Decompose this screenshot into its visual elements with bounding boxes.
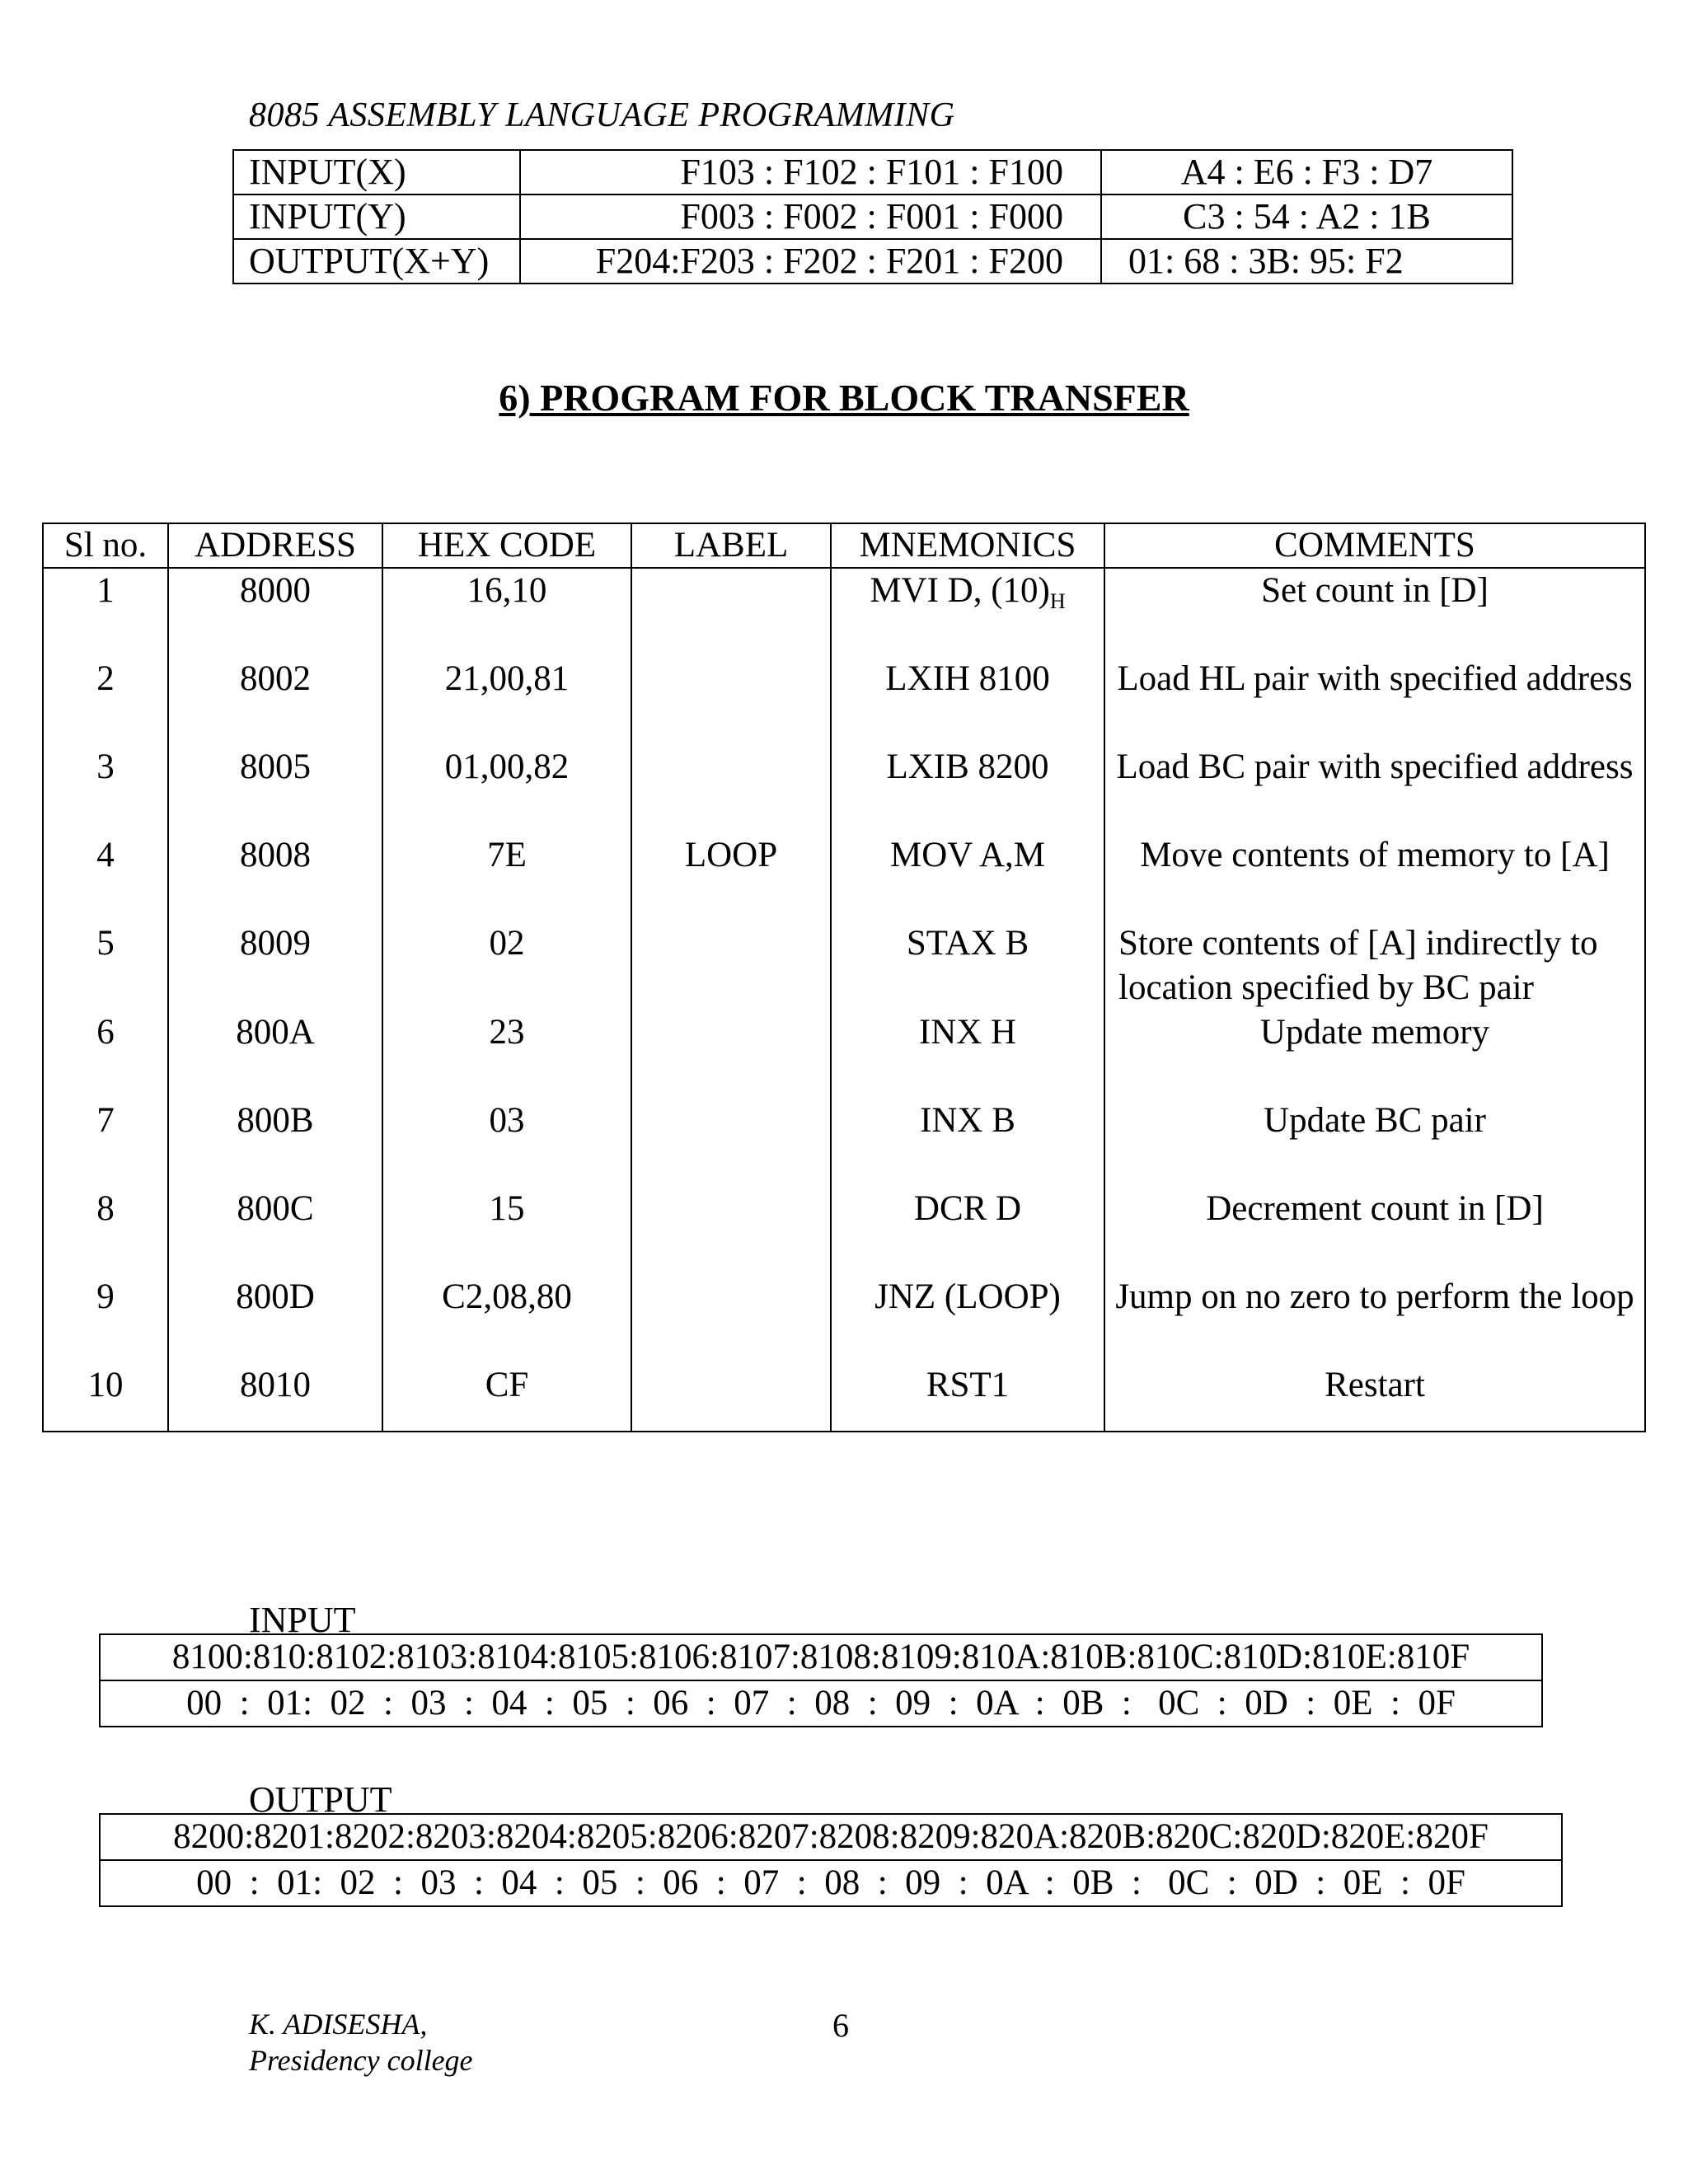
column-header-comments: COMMENTS: [1104, 523, 1645, 568]
table-row: [233, 150, 1512, 194]
column-header-address: ADDRESS: [168, 523, 382, 568]
table-row: [233, 239, 1512, 284]
cell-mnemonic: [831, 568, 1104, 657]
cell-address: 800A: [168, 1010, 382, 1099]
running-header: 8085 ASSEMBLY LANGUAGE PROGRAMMING: [249, 96, 955, 134]
cell-address: 800C: [168, 1187, 382, 1275]
cell-label: [631, 921, 831, 1010]
cell-mnemonic: LXIB 8200: [831, 745, 1104, 833]
cell-label: [631, 1363, 831, 1432]
cell-hex-code: 7E: [382, 833, 631, 921]
cell-comment: Jump on no zero to perform the loop: [1104, 1275, 1645, 1363]
cell-sl-no: 6: [43, 1010, 168, 1099]
cell-comment: Decrement count in [D]: [1104, 1187, 1645, 1275]
cell-mnemonic: MOV A,M: [831, 833, 1104, 921]
row-values: 01: 68 : 3B: 95: F2: [1101, 239, 1512, 284]
cell-comment: Move contents of memory to [A]: [1104, 833, 1645, 921]
section-title: 6) PROGRAM FOR BLOCK TRANSFER: [499, 377, 1189, 419]
input-table: [99, 1633, 1543, 1727]
table-row: [43, 657, 1645, 745]
table-row: [43, 1099, 1645, 1187]
table-row: [43, 1010, 1645, 1099]
output-label: OUTPUT: [249, 1779, 392, 1820]
table-row: [43, 568, 1645, 657]
cell-comment: Update BC pair: [1104, 1099, 1645, 1187]
page-number: 6: [832, 2007, 849, 2044]
cell-comment: Set count in [D]: [1104, 568, 1645, 657]
table-row: [100, 1634, 1542, 1680]
cell-address: 8008: [168, 833, 382, 921]
cell-hex-code: 03: [382, 1099, 631, 1187]
program-table: [42, 523, 1646, 1432]
cell-comment: Restart: [1104, 1363, 1645, 1432]
cell-sl-no: 4: [43, 833, 168, 921]
table-row: [43, 833, 1645, 921]
cell-address: 8005: [168, 745, 382, 833]
author-name: K. ADISESHA,: [249, 2008, 428, 2041]
cell-sl-no: 8: [43, 1187, 168, 1275]
row-label: OUTPUT(X+Y): [233, 239, 520, 284]
cell-mnemonic: INX H: [831, 1010, 1104, 1099]
cell-sl-no: 7: [43, 1099, 168, 1187]
cell-hex-code: 15: [382, 1187, 631, 1275]
table-row: [43, 1187, 1645, 1275]
cell-comment: Load BC pair with specified address: [1104, 745, 1645, 833]
cell-address: 8010: [168, 1363, 382, 1432]
table-row: [43, 745, 1645, 833]
cell-comment: Update memory: [1104, 1010, 1645, 1099]
cell-hex-code: 21,00,81: [382, 657, 631, 745]
cell-label: [631, 745, 831, 833]
table-row: [100, 1680, 1542, 1727]
column-header-hex-code: HEX CODE: [382, 523, 631, 568]
cell-sl-no: 1: [43, 568, 168, 657]
cell-mnemonic: INX B: [831, 1099, 1104, 1187]
row-values: A4 : E6 : F3 : D7: [1101, 150, 1512, 194]
cell-label: [631, 657, 831, 745]
cell-label: [631, 1275, 831, 1363]
cell-mnemonic: STAX B: [831, 921, 1104, 1010]
cell-label: [631, 1099, 831, 1187]
row-addresses: F204:F203 : F202 : F201 : F200: [520, 239, 1101, 284]
table-row: [43, 1275, 1645, 1363]
cell-label: [631, 1187, 831, 1275]
mnemonic-text: MVI D, (10): [870, 571, 1050, 610]
addition-io-table: [232, 149, 1513, 284]
cell-hex-code: 01,00,82: [382, 745, 631, 833]
hex-subscript: H: [1049, 589, 1066, 613]
footer-author: [249, 2006, 473, 2079]
table-row: [43, 921, 1645, 1010]
cell-hex-code: 23: [382, 1010, 631, 1099]
author-college: Presidency college: [249, 2044, 473, 2077]
cell-hex-code: C2,08,80: [382, 1275, 631, 1363]
output-table: [99, 1813, 1563, 1907]
row-addresses: F103 : F102 : F101 : F100: [520, 150, 1101, 194]
input-values: 00 : 01: 02 : 03 : 04 : 05 : 06 : 07 : 08 : 09 : 0A : 0B : 0C : 0D : 0E : 0F: [100, 1680, 1542, 1727]
row-values: C3 : 54 : A2 : 1B: [1101, 194, 1512, 239]
cell-address: 8000: [168, 568, 382, 657]
cell-mnemonic: DCR D: [831, 1187, 1104, 1275]
cell-sl-no: 10: [43, 1363, 168, 1432]
output-values: 00 : 01: 02 : 03 : 04 : 05 : 06 : 07 : 08 : 09 : 0A : 0B : 0C : 0D : 0E : 0F: [100, 1860, 1562, 1906]
cell-label: [631, 568, 831, 657]
cell-hex-code: CF: [382, 1363, 631, 1432]
cell-hex-code: 02: [382, 921, 631, 1010]
cell-mnemonic: LXIH 8100: [831, 657, 1104, 745]
row-label: INPUT(X): [233, 150, 520, 194]
input-label: INPUT: [249, 1600, 356, 1640]
cell-address: 800B: [168, 1099, 382, 1187]
cell-comment: Store contents of [A] indirectly to location specified by BC pair: [1104, 921, 1645, 1010]
column-header-mnemonics: MNEMONICS: [831, 523, 1104, 568]
cell-address: 800D: [168, 1275, 382, 1363]
cell-hex-code: 16,10: [382, 568, 631, 657]
table-row: [100, 1860, 1562, 1906]
table-row: [43, 1363, 1645, 1432]
table-row: [100, 1814, 1562, 1860]
cell-sl-no: 2: [43, 657, 168, 745]
cell-comment: Load HL pair with specified address: [1104, 657, 1645, 745]
output-addresses: 8200:8201:8202:8203:8204:8205:8206:8207:8208:8209:820A:820B:820C:820D:820E:820F: [100, 1814, 1562, 1860]
cell-address: 8009: [168, 921, 382, 1010]
input-addresses: 8100:810:8102:8103:8104:8105:8106:8107:8108:8109:810A:810B:810C:810D:810E:810F: [100, 1634, 1542, 1680]
cell-sl-no: 9: [43, 1275, 168, 1363]
cell-address: 8002: [168, 657, 382, 745]
column-header-sl-no: Sl no.: [43, 523, 168, 568]
cell-sl-no: 5: [43, 921, 168, 1010]
table-header-row: [43, 523, 1645, 568]
cell-sl-no: 3: [43, 745, 168, 833]
table-row: [233, 194, 1512, 239]
column-header-label: LABEL: [631, 523, 831, 568]
cell-label: LOOP: [631, 833, 831, 921]
row-label: INPUT(Y): [233, 194, 520, 239]
row-addresses: F003 : F002 : F001 : F000: [520, 194, 1101, 239]
cell-mnemonic: JNZ (LOOP): [831, 1275, 1104, 1363]
cell-label: [631, 1010, 831, 1099]
cell-mnemonic: RST1: [831, 1363, 1104, 1432]
